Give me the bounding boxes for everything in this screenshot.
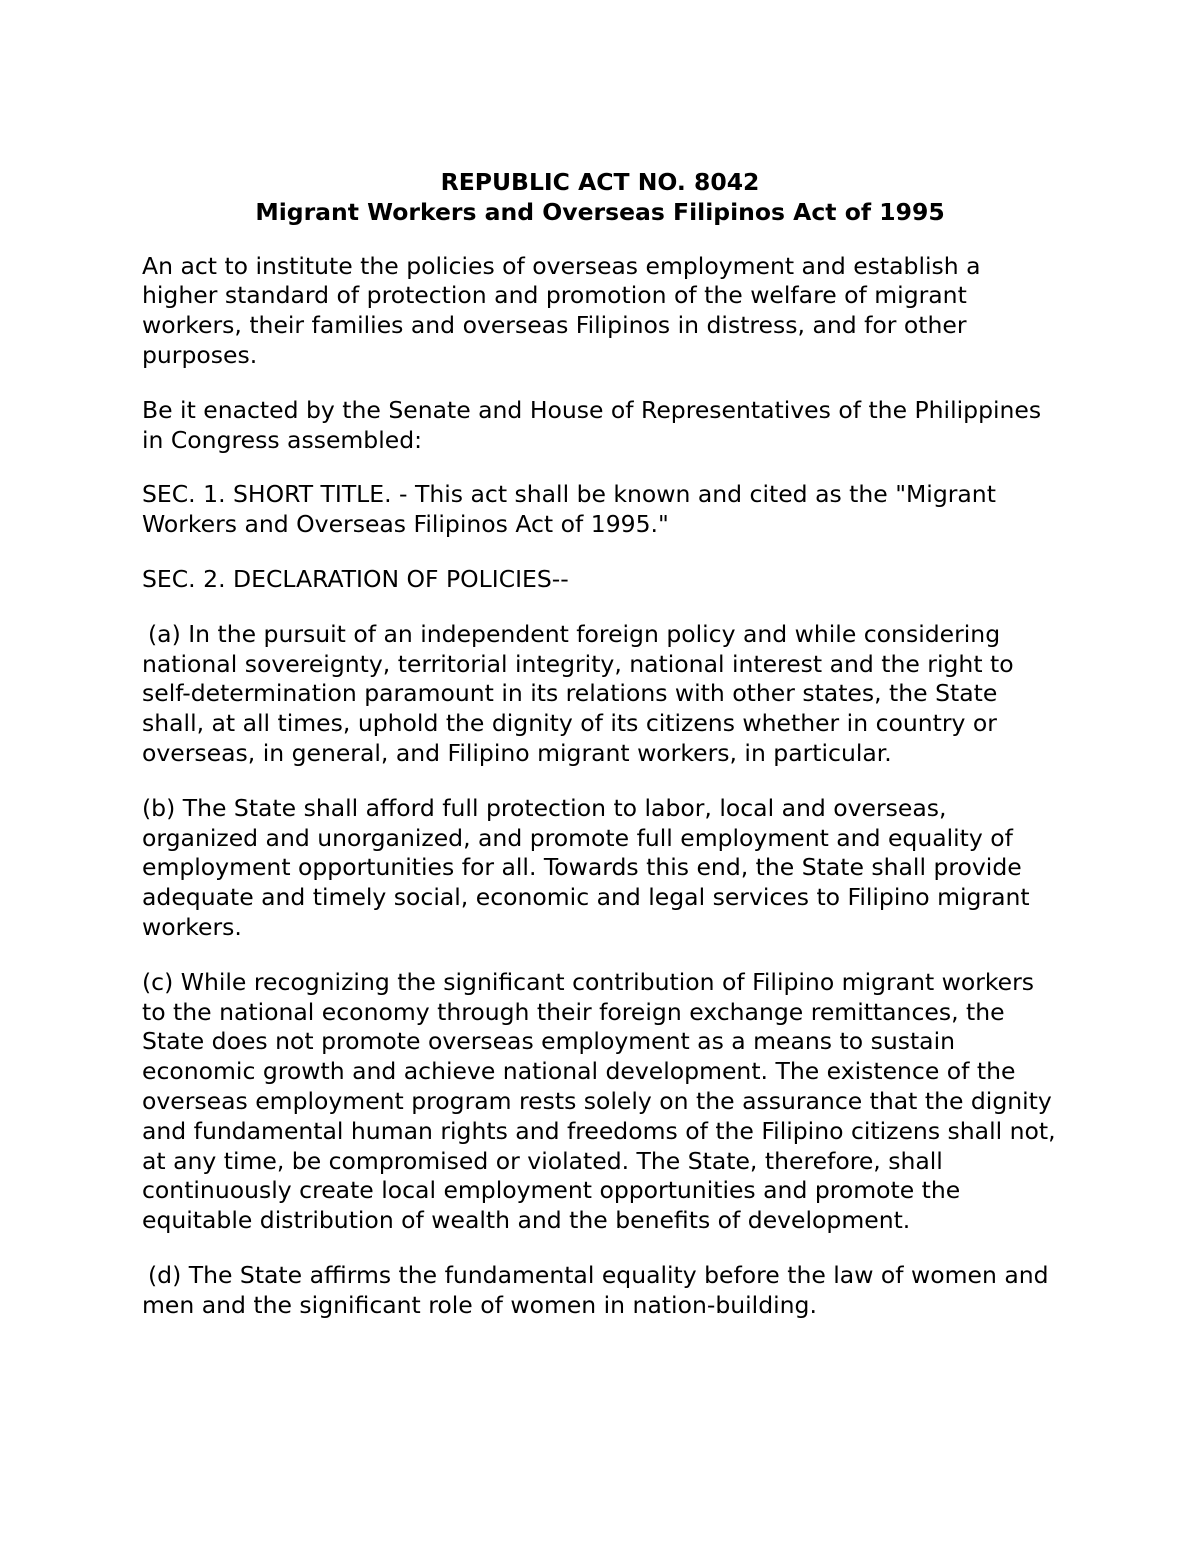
policy-paragraph-b: (b) The State shall afford full protection to labor, local and overseas, organized and unorganized, and promote full employment and equality of employment opportunities for all. Towards this end, the State shall provide adequate and timely social, economic and legal services to Filipino migrant workers. [142, 793, 1030, 941]
policy-paragraph-c: (c) While recognizing the significant contribution of Filipino migrant workers to the national economy through their foreign exchange remittances, the State does not promote overseas employment as a means to sustain economic growth and achieve national development. The existence of the overseas employment program rests solely on the assurance that the dignity and fundamental human rights and freedoms of the Filipino citizens shall not, at any time, be compromised or violated. The State, therefore, shall continuously create local employment opportunities and promote the equitable distribution of wealth and the benefits of development. [142, 967, 1056, 1235]
section-2-heading: SEC. 2. DECLARATION OF POLICIES-- [142, 564, 569, 593]
document-subtitle: Migrant Workers and Overseas Filipinos Act of 1995 [255, 197, 945, 226]
act-description-paragraph: An act to institute the policies of overseas employment and establish a higher standard of protection and promotion of the welfare of migrant workers, their families and overseas Filipinos in distress, and for other purposes. [142, 251, 981, 369]
policy-paragraph-d: (d) The State affirms the fundamental equality before the law of women and men and the significant role of women in nation-building. [142, 1260, 1049, 1319]
document-title: REPUBLIC ACT NO. 8042 [440, 168, 760, 196]
enacting-clause-paragraph: Be it enacted by the Senate and House of Representatives of the Philippines in Congress assembled: [142, 395, 1042, 454]
document-body [142, 168, 1062, 1346]
policy-paragraph-a: (a) In the pursuit of an independent foreign policy and while considering national sovereignty, territorial integrity, national interest and the right to self-determination paramount in its relations with other states, the State shall, at all times, uphold the dignity of its citizens whether in country or overseas, in general, and Filipino migrant workers, in particular. [142, 619, 1014, 767]
section-1-short-title: SEC. 1. SHORT TITLE. - This act shall be known and cited as the "Migrant Workers and Overseas Filipinos Act of 1995." [142, 480, 996, 539]
document-header [142, 168, 1058, 228]
